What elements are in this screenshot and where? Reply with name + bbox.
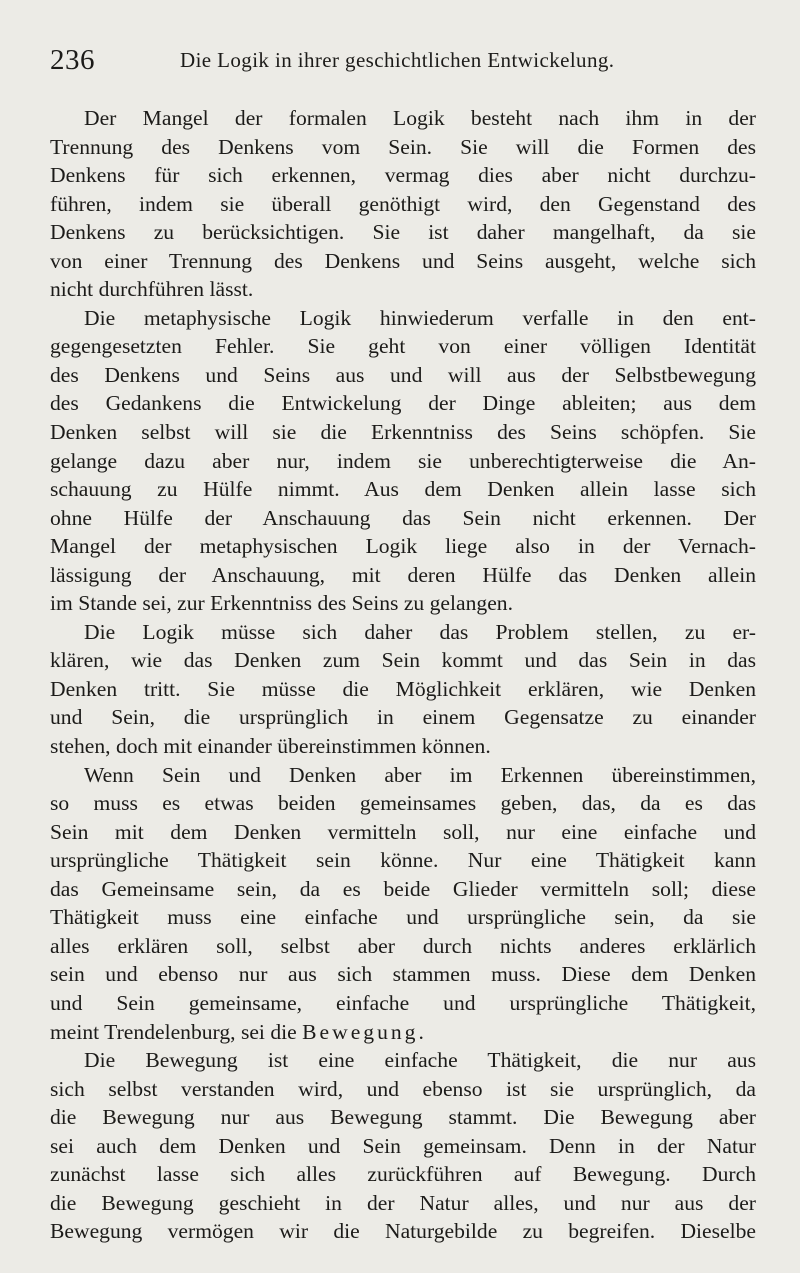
- text-line: stehen, doch mit einander übereinstimmen können.: [50, 734, 491, 759]
- body-text: [50, 104, 756, 1246]
- text-line: nicht durchführen lässt.: [50, 277, 254, 302]
- text-line: gelange dazu aber nur, indem sie unberechtigterweise die An-: [50, 448, 756, 473]
- text-line: im Stande sei, zur Erkenntniss des Seins zu gelangen.: [50, 591, 513, 616]
- text-line: sein und ebenso nur aus sich stammen muss. Diese dem Denken: [50, 962, 756, 987]
- text-line: die Bewegung nur aus Bewegung stammt. Die Bewegung aber: [50, 1105, 756, 1130]
- text-line: sich selbst verstanden wird, und ebenso ist sie ursprünglich, da: [50, 1076, 756, 1101]
- book-page: [50, 44, 756, 1244]
- text-line: und Sein gemeinsame, einfache und ursprüngliche Thätigkeit,: [50, 990, 756, 1015]
- paragraph: [50, 618, 756, 761]
- text-line: ohne Hülfe der Anschauung das Sein nicht erkennen. Der: [50, 505, 756, 530]
- text-line: alles erklären soll, selbst aber durch nichts anderes erklärlich: [50, 933, 756, 958]
- text-line: Mangel der metaphysischen Logik liege also in der Vernach-: [50, 534, 756, 559]
- text-line: Die Bewegung ist eine einfache Thätigkeit, die nur aus: [84, 1048, 756, 1073]
- text-line: Bewegung vermögen wir die Naturgebilde zu begreifen. Dieselbe: [50, 1219, 756, 1244]
- text-line: Der Mangel der formalen Logik besteht nach ihm in der: [84, 106, 756, 130]
- text-line: das Gemeinsame sein, da es beide Glieder vermitteln soll; diese: [50, 876, 756, 901]
- text-line: führen, indem sie überall genöthigt wird, den Gegenstand des: [50, 191, 756, 216]
- text-line: Denken tritt. Sie müsse die Möglichkeit erklären, wie Denken: [50, 676, 756, 701]
- text-line: und Sein, die ursprünglich in einem Gegensatze zu einander: [50, 705, 756, 730]
- text-line: gegengesetzten Fehler. Sie geht von einer völligen Identität: [50, 334, 756, 359]
- text-line: Denkens zu berücksichtigen. Sie ist daher mangelhaft, da sie: [50, 220, 756, 245]
- text-line: die Bewegung geschieht in der Natur alles, und nur aus der: [50, 1190, 756, 1215]
- text-line: sei auch dem Denken und Sein gemeinsam. Denn in der Natur: [50, 1133, 756, 1158]
- paragraph: [50, 1046, 756, 1246]
- text-line: des Denkens und Seins aus und will aus der Selbstbewegung: [50, 362, 756, 387]
- page-number: 236: [50, 44, 95, 76]
- text-line: Denkens für sich erkennen, vermag dies aber nicht durchzu-: [50, 163, 756, 188]
- text-line: von einer Trennung des Denkens und Seins ausgeht, welche sich: [50, 248, 756, 273]
- closing-prefix: meint Trendelenburg, sei die: [50, 1019, 303, 1044]
- closing-suffix: .: [418, 1019, 424, 1044]
- text-line: Thätigkeit muss eine einfache und ursprüngliche sein, da sie: [50, 905, 756, 930]
- text-line-closing: [50, 1018, 756, 1047]
- paragraph: [50, 761, 756, 1046]
- text-line: Sein mit dem Denken vermitteln soll, nur eine einfache und: [50, 819, 756, 844]
- text-line: klären, wie das Denken zum Sein kommt und das Sein in das: [50, 648, 756, 673]
- text-line: schauung zu Hülfe nimmt. Aus dem Denken allein lasse sich: [50, 477, 756, 502]
- text-line: Trennung des Denkens vom Sein. Sie will die Formen des: [50, 134, 756, 159]
- running-head: Die Logik in ihrer geschichtlichen Entwickelung.: [180, 48, 615, 72]
- paragraph: [50, 304, 756, 618]
- text-line: ursprüngliche Thätigkeit sein könne. Nur eine Thätigkeit kann: [50, 848, 756, 873]
- text-line: Denken selbst will sie die Erkenntniss des Seins schöpfen. Sie: [50, 420, 756, 445]
- text-line: Die Logik müsse sich daher das Problem stellen, zu er-: [84, 619, 756, 644]
- text-line: zunächst lasse sich alles zurückführen auf Bewegung. Durch: [50, 1162, 756, 1187]
- page-header: [50, 44, 756, 86]
- text-line: lässigung der Anschauung, mit deren Hülfe das Denken allein: [50, 562, 756, 587]
- text-line: des Gedankens die Entwickelung der Dinge ableiten; aus dem: [50, 391, 756, 416]
- text-line: Die metaphysische Logik hinwiederum verfalle in den ent-: [84, 305, 756, 330]
- emphasized-term: Bewegung: [302, 1019, 419, 1044]
- text-line: so muss es etwas beiden gemeinsames geben, das, da es das: [50, 791, 756, 816]
- text-line: Wenn Sein und Denken aber im Erkennen übereinstimmen,: [84, 762, 756, 787]
- paragraph: [50, 104, 756, 304]
